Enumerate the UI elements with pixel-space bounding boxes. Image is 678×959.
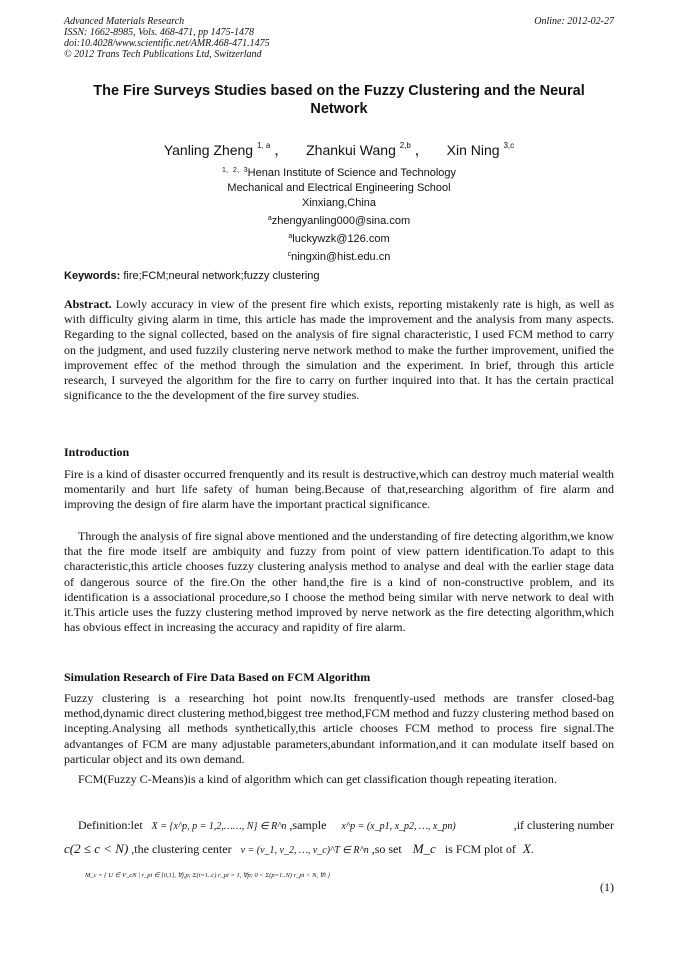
journal-header (64, 16, 270, 60)
email-c: $^c$ningxin@hist.edu.cn (287, 251, 391, 263)
author-line (64, 137, 614, 159)
journal-name: Advanced Materials Research (64, 16, 185, 27)
affiliation-school: Mechanical and Electrical Engineering School (227, 182, 451, 194)
author-name: Yanling Zheng (163, 142, 254, 158)
definition-line-1: Definition:let X = {x^p, p = 1,2,……, N} ∈ R^n ,sample x^p = (x_p1, x_p2, …, x_pn) ,if clustering number (78, 818, 614, 832)
email-b: $^a$luckywzk@126.com (288, 233, 390, 245)
author-separator: ， (274, 142, 289, 158)
author-separator: ， (414, 142, 429, 158)
email-a: $^a$zhengyanling000@sina.com (267, 215, 411, 227)
affiliation-block (64, 163, 614, 265)
abstract-label: Abstract. (64, 297, 112, 311)
math-sample: x^p = (x_p1, x_p2, …, x_pn) (341, 821, 456, 832)
author-sup: 3,c (503, 141, 515, 150)
online-date: Online: 2012-02-27 (534, 16, 614, 27)
simulation-paragraph-2: FCM(Fuzzy C-Means)is a kind of algorithm which can get classification though repeating iteration. (78, 772, 557, 786)
simulation-paragraph-1: Fuzzy clustering is a researching hot point now.Its frenquently-used methods are transfer closed-bag method,dynamic direct clustering method,biggest tree method,FCM method and fuzzy clustering method based on incepting.Analysing all methods synthetically,this article chooses FCM method to process fire signal.The advantanges of FCM are many adjustable parameters,abundant information,and it can modulate itself based on particular object and its own demand. (64, 691, 614, 766)
equation-1: M_c = { U ∈ V_cN | r_pi ∈ [0,1], ∀j,p; Σ(i=1..c) r_pi = 1, ∀p; 0 < Σ(p=1..N) r_pi < N, ∀i } (85, 872, 331, 879)
introduction-heading: Introduction (64, 445, 130, 459)
definition-text: Definition:let (78, 818, 143, 832)
author-name: Zhankui Wang (306, 142, 396, 158)
math-x: X (522, 841, 531, 856)
paper-title: The Fire Surveys Studies based on the Fuzzy Clustering and the Neural Network (93, 83, 585, 117)
introduction-paragraph-2: Through the analysis of fire signal above mentioned and the understanding of fire detecting algorithm,we know that the fire mode itself are ambiquity and fuzzy from point of view pattern identification.To adapt to this characteristic,this article chooses fuzzy clustering analysis method to analyse and deal with the earlier stage data of dangerous source of the fire.On the other hand,the fire is a kind of non-constructive problem, and its identification is a associational procedure,so I choose the method being similar with nerve network to deal with it.This article uses the fuzzy clustering method improved by nerve network as the fire detecting algorithm,which has obvious effect in increasing the accuracy and rapidity of fire alarm. (64, 529, 614, 635)
equation-number: (1) (600, 880, 614, 894)
math-mc: M_c (412, 841, 436, 856)
issn-line: ISSN: 1662-8985, Vols. 468-471, pp 1475-1478 (64, 27, 254, 38)
introduction-paragraph-1: Fire is a kind of disaster occurred frenquently and its result is destructive,which can destroy much material wealth momentarily and hurt life safety of human being.Because of that,researching algorithm of fire alarm and improving the design of fire alarm have the important practical significance. (64, 467, 614, 512)
keywords-text: fire;FCM;neural network;fuzzy clustering (123, 270, 320, 282)
affiliation-city: Xinxiang,China (302, 197, 376, 209)
affiliation-sup: 1、2、3 (221, 167, 248, 174)
math-cluster-center: v = (v_1, v_2, …, v_c)^T ∈ R^n (240, 845, 369, 856)
simulation-heading: Simulation Research of Fire Data Based on FCM Algorithm (64, 670, 371, 684)
affiliation-institute: $^{1、2、3}$Henan Institute of Science and Technology (221, 167, 457, 179)
keywords-label: Keywords: (64, 270, 121, 282)
doi-line: doi:10.4028/www.scientific.net/AMR.468-471.1475 (64, 38, 270, 49)
definition-line-2: c(2 ≤ c < N) ,the clustering center v = (v_1, v_2, …, v_c)^T ∈ R^n ,so set M_c is FCM plot of X. (64, 841, 534, 856)
math-set-x: X = {x^p, p = 1,2,……, N} ∈ R^n (151, 821, 287, 832)
abstract (64, 297, 614, 403)
author-name: Xin Ning (446, 142, 500, 158)
keywords (64, 270, 320, 282)
copyright-line: © 2012 Trans Tech Publications Ltd, Switzerland (64, 49, 262, 60)
math-cluster-number: c(2 ≤ c < N) (64, 841, 129, 856)
author-sup: 2,b (399, 141, 411, 150)
author-sup: 1, a (256, 141, 271, 150)
abstract-text: Lowly accuracy in view of the present fire which exists, reporting mistakenly rate is high, as well as with difficulty giving alarm in time, this article has made the improvement and the analysis from many aspects. Regarding to the signal collected, based on the analysis of fire signal characteristic, I used FCM method to carry on the judgment, and used fuzzily clustering nerve network method to make the further improvement, unified the improvement effec of the method through the simulation and the experiment. In brief, through this article research, I surveyed the algorithm for the fire to carry on further inquired into that. It has the certain practical significance to the the development of the fire survey studies. (64, 297, 615, 403)
